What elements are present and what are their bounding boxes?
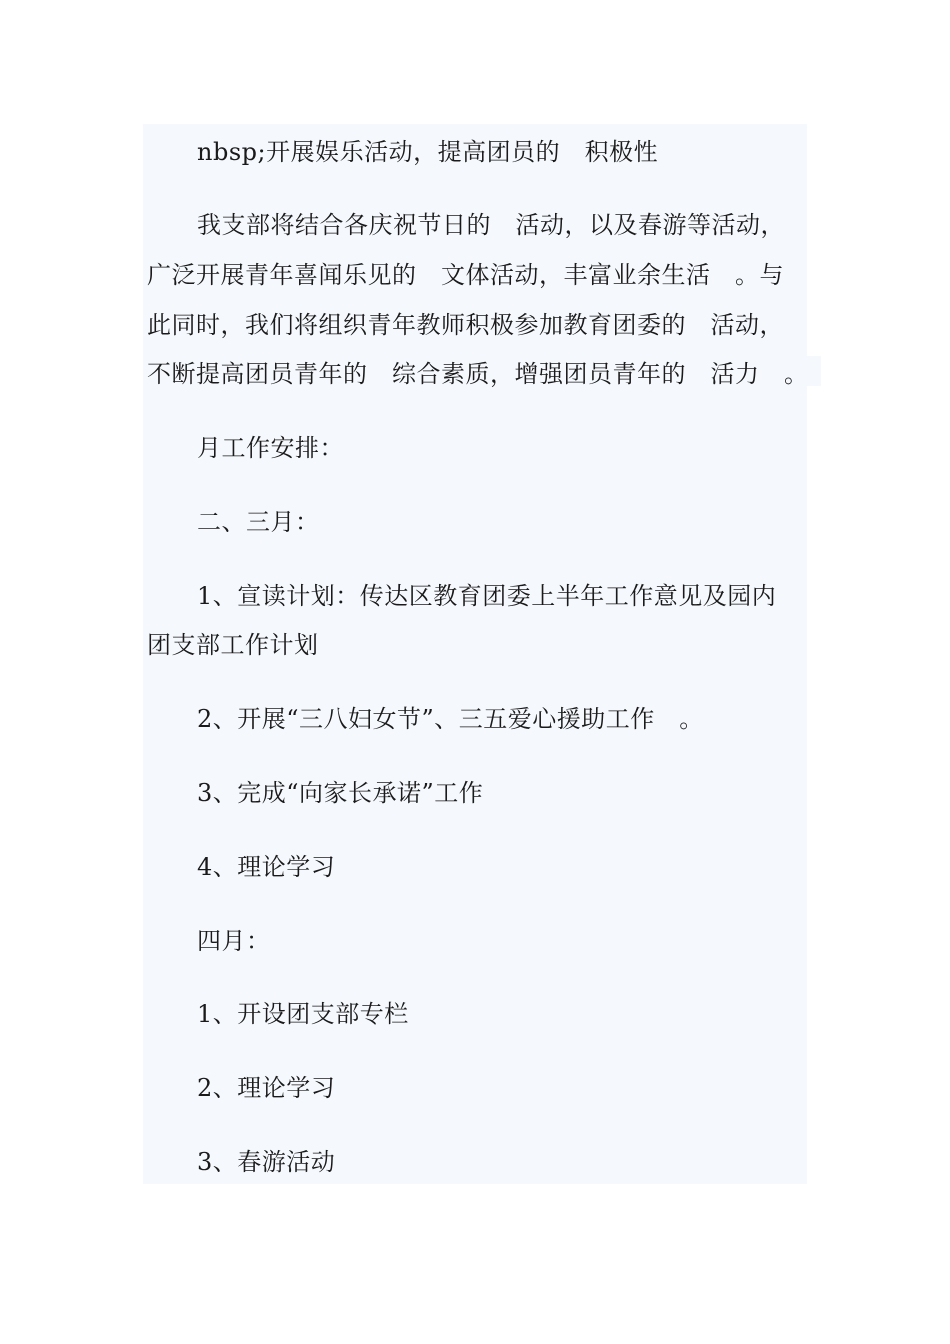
monthly-plan-heading: 月工作安排： (197, 434, 344, 462)
feb-mar-item-1-line-1: 1、宣读计划：传达区教育团委上半年工作意见及园内 (197, 582, 777, 610)
body-line-1: 我支部将结合各庆祝节日的 活动，以及春游等活动， (197, 211, 785, 239)
body-line-3: 此同时，我们将组织青年教师积极参加教育团委的 活动， (147, 311, 784, 339)
body-line-2: 广泛开展青年喜闻乐见的 文体活动，丰富业余生活 。与 (147, 261, 784, 289)
feb-mar-item-3: 3、完成“向家长承诺”工作 (197, 779, 484, 807)
april-item-1: 1、开设团支部专栏 (197, 1000, 409, 1028)
feb-mar-item-1-line-2: 团支部工作计划 (147, 631, 319, 659)
feb-mar-heading: 二、三月： (197, 508, 320, 536)
april-item-3: 3、春游活动 (197, 1148, 336, 1176)
body-line-4: 不断提高团员青年的 综合素质，增强团员青年的 活力 。 (147, 360, 809, 388)
feb-mar-item-4: 4、理论学习 (197, 853, 336, 881)
april-heading: 四月： (197, 927, 271, 955)
intro-heading: nbsp;开展娱乐活动，提高团员的 积极性 (197, 138, 659, 166)
april-item-2: 2、理论学习 (197, 1074, 336, 1102)
feb-mar-item-2: 2、开展“三八妇女节”、三五爱心援助工作 。 (197, 705, 704, 733)
content-background-extension (807, 356, 821, 386)
